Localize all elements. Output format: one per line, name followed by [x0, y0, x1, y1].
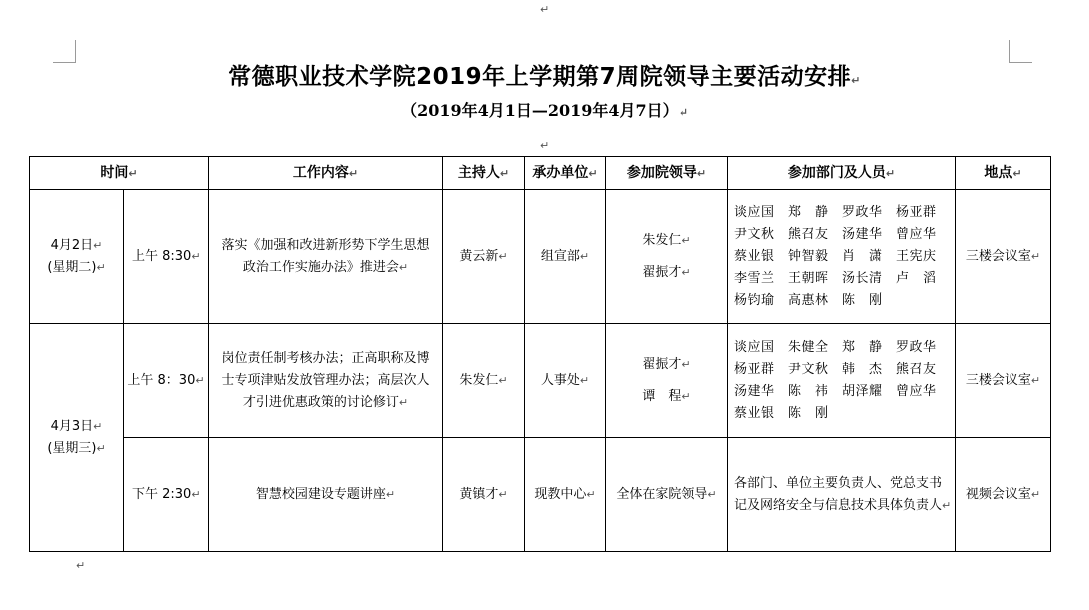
location-cell: 三楼会议室↵	[956, 324, 1051, 438]
table-row	[30, 438, 1051, 552]
header-host: 主持人↵	[443, 157, 525, 190]
organizer-cell: 组宣部↵	[525, 190, 606, 324]
paragraph-mark: ↵	[76, 559, 86, 572]
time-cell: 上午 8:30↵	[124, 190, 209, 324]
time-cell: 下午 2:30↵	[124, 438, 209, 552]
leaders-cell: 翟振才↵ 谭 程↵	[606, 324, 728, 438]
people-cell: 谈应国 郑 静 罗政华 杨亚群 尹文秋 熊召友 汤建华 曾应华 蔡业银 钟智毅 肖 潇 王宪庆 李雪兰 王朝晖 汤长清 卢 滔 杨钧瑜 高惠林 陈 刚	[728, 190, 956, 324]
header-organizer: 承办单位↵	[525, 157, 606, 190]
header-content: 工作内容↵	[209, 157, 443, 190]
document-subtitle-text: （2019年4月1日—2019年4月7日）	[401, 101, 679, 120]
paragraph-mark: ↵	[540, 139, 550, 152]
paragraph-mark: ↵	[540, 3, 550, 16]
host-cell: 黄云新↵	[443, 190, 525, 324]
table-row	[30, 190, 1051, 324]
people-cell: 各部门、单位主要负责人、党总支书记及网络安全与信息技术具体负责人↵	[728, 438, 956, 552]
content-cell: 岗位责任制考核办法；正高职称及博士专项津贴发放管理办法；高层次人才引进优惠政策的讨论修订↵	[209, 324, 443, 438]
date-cell: 4月2日↵ (星期二)↵	[30, 190, 124, 324]
table-row	[30, 324, 1051, 438]
paragraph-mark: ↵	[678, 106, 688, 119]
location-cell: 视频会议室↵	[956, 438, 1051, 552]
table-header-row	[30, 157, 1051, 190]
header-leaders: 参加院领导↵	[606, 157, 728, 190]
people-cell: 谈应国 朱健全 郑 静 罗政华 杨亚群 尹文秋 韩 杰 熊召友 汤建华 陈 祎 胡泽耀 曾应华 蔡业银 陈 刚	[728, 324, 956, 438]
header-time: 时间↵	[30, 157, 209, 190]
host-cell: 黄镇才↵	[443, 438, 525, 552]
document-subtitle	[0, 98, 1089, 121]
host-cell: 朱发仁↵	[443, 324, 525, 438]
paragraph-mark: ↵	[851, 74, 861, 87]
content-cell: 落实《加强和改进新形势下学生思想政治工作实施办法》推进会↵	[209, 190, 443, 324]
header-people: 参加部门及人员↵	[728, 157, 956, 190]
leaders-cell: 朱发仁↵ 翟振才↵	[606, 190, 728, 324]
organizer-cell: 人事处↵	[525, 324, 606, 438]
content-cell: 智慧校园建设专题讲座↵	[209, 438, 443, 552]
organizer-cell: 现教中心↵	[525, 438, 606, 552]
leaders-cell: 全体在家院领导↵	[606, 438, 728, 552]
document-title-text: 常德职业技术学院2019年上学期第7周院领导主要活动安排	[228, 64, 852, 90]
location-cell: 三楼会议室↵	[956, 190, 1051, 324]
schedule-table	[29, 156, 1051, 552]
time-cell: 上午 8：30↵	[124, 324, 209, 438]
header-location: 地点↵	[956, 157, 1051, 190]
date-cell: 4月3日↵ (星期三)↵	[30, 324, 124, 552]
document-title	[0, 58, 1089, 91]
